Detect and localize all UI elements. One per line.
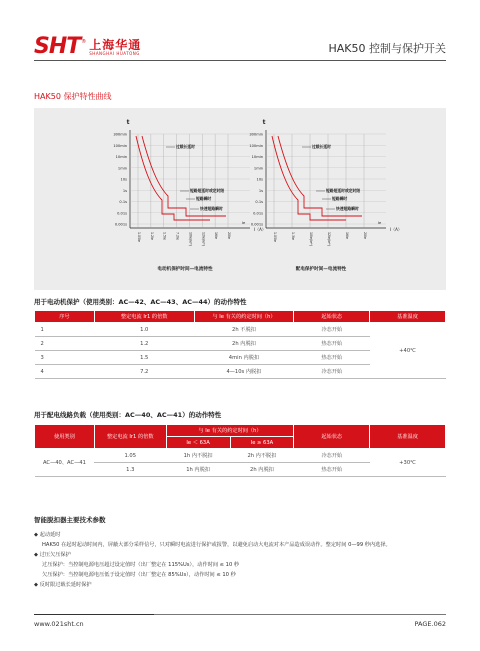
- left-chart-annotation-label: 过载长延时: [176, 144, 195, 149]
- table-cell: 3: [35, 351, 95, 365]
- left-chart-x-tick-label: 1.5Ie: [162, 232, 167, 240]
- right-chart-caption: 配电保护时间—电流特性: [295, 267, 347, 272]
- right-chart-x-axis-label: I（A）: [390, 227, 402, 232]
- table-cell: 2h 内脱扣: [230, 463, 294, 477]
- header-divider: [34, 60, 446, 61]
- left-chart-x-tick-label: 20Ie: [227, 232, 231, 239]
- right-chart-x-tick-label: 20Ie: [363, 232, 367, 239]
- table-cell: 2: [35, 337, 95, 351]
- table1-header-time: 与 Ie 有关的约定时间（h）: [194, 311, 294, 323]
- footer-accent-rule: [34, 614, 154, 615]
- right-chart-y-tick-label: 100min: [249, 143, 263, 148]
- left-chart-y-tick-label: 0.01s: [117, 211, 127, 216]
- table2-header-multiple: 整定电流 Ir1 的倍数: [94, 425, 166, 449]
- right-chart-x-tick-label: 12Ie(Ie*): [327, 232, 331, 246]
- left-chart-x-axis-label: I（A）: [254, 227, 266, 232]
- table2-title: 用于配电线路负载（使用类别：AC—40、AC—41）的动作特性: [34, 411, 222, 419]
- page-header: [0, 0, 480, 62]
- left-chart-annotation-label: 快速短路瞬时: [200, 206, 223, 211]
- right-chart-curve-lower: [272, 136, 346, 220]
- right-chart-annotation-label: 快速短路瞬时: [336, 206, 359, 211]
- table2-header-temp: 基准温度: [370, 425, 446, 449]
- table-cell: 1h 内脱扣: [166, 463, 230, 477]
- left-chart-caption: 电动机保护时间—电流特性: [157, 267, 213, 272]
- left-chart-annotation-label: 短路短延时或定时限: [190, 188, 225, 193]
- right-chart-y-tick-label: 300min: [249, 132, 263, 137]
- right-chart-y-axis-label: t: [262, 119, 266, 126]
- params-item: 欠压保护：当控制电源电压低于设定值时（出厂整定在 85%Us），动作时间 ≤ 10 秒: [42, 572, 236, 578]
- logo-english-name: SHANGHAI HUATONG: [89, 50, 140, 56]
- left-chart-y-tick-label: 100min: [113, 143, 127, 148]
- right-chart-x-unit-label: Ie: [378, 221, 382, 225]
- left-chart-curve-lower: [136, 136, 210, 220]
- table-cell: 2h 不脱扣: [194, 323, 294, 337]
- document-title: HAK50 控制与保护开关: [328, 42, 446, 55]
- left-chart-y-tick-label: 1min: [117, 166, 127, 171]
- params-item: ◆ 过压欠压保护: [34, 552, 71, 558]
- left-chart-x-tick-label: 10Ie(Ie*): [188, 232, 193, 246]
- table-cell: 冷态开始: [294, 365, 370, 379]
- motor-protection-table: [34, 310, 446, 379]
- right-chart-x-tick-label: 1.05Ie: [273, 232, 277, 242]
- left-chart-annotation-label: 短路瞬时: [196, 196, 212, 201]
- table-cell: 4: [35, 365, 95, 379]
- table-cell: 热态开始: [294, 463, 370, 477]
- table-cell: 1: [35, 323, 95, 337]
- table2-header-time: 与 Ie 有关的约定时间（h）: [166, 425, 294, 437]
- registered-mark: ®: [81, 39, 87, 45]
- table1-header-index: 序号: [35, 311, 95, 323]
- params-list: [34, 530, 454, 590]
- table-row: [35, 449, 446, 463]
- table1-temperature: +40℃: [370, 323, 446, 379]
- table-cell: 1.5: [94, 351, 194, 365]
- table-cell: 1h 内不脱扣: [166, 449, 230, 463]
- table-cell: 2h 内脱扣: [194, 337, 294, 351]
- left-chart-x-tick-label: 16Ie: [214, 232, 219, 239]
- right-chart-x-tick-label: 10Ie(Ie*): [309, 232, 313, 246]
- table1-header-state: 起始状态: [294, 311, 370, 323]
- left-chart-y-tick-label: 0.001s: [114, 222, 127, 227]
- left-chart-x-unit-label: Ie: [242, 221, 246, 225]
- right-chart-x-tick-label: 1.3Ie: [291, 232, 295, 240]
- right-chart-annotation-label: 过载长延时: [312, 144, 331, 149]
- left-chart-y-tick-label: 10min: [115, 155, 127, 159]
- footer-page-number: PAGE.062: [414, 620, 446, 628]
- left-chart-y-axis-label: t: [126, 119, 130, 126]
- company-logo: [34, 36, 141, 58]
- table2-subheader-small: Ie ＜ 63A: [166, 437, 230, 449]
- left-chart-y-tick-label: 1s: [122, 188, 127, 193]
- table2-subheader-large: Ie ≥ 63A: [230, 437, 294, 449]
- distribution-protection-table: [34, 424, 446, 477]
- right-chart-y-tick-label: 0.001s: [250, 222, 263, 227]
- table-cell: 热态开始: [294, 337, 370, 351]
- right-chart-y-tick-label: 10s: [256, 177, 263, 182]
- left-chart-y-tick-label: 10s: [120, 177, 127, 182]
- right-chart-annotation-label: 短路瞬时: [332, 196, 348, 201]
- left-chart-y-tick-label: 0.1s: [119, 200, 127, 204]
- right-chart-y-tick-label: 1min: [253, 166, 263, 171]
- table1-header-temp: 基准温度: [370, 311, 446, 323]
- table-cell: 1.2: [94, 337, 194, 351]
- table-row: [35, 323, 446, 337]
- table-cell: 4—10s 内脱扣: [194, 365, 294, 379]
- left-chart-x-tick-label: 7.2Ie: [175, 232, 180, 240]
- table1-header-multiple: 整定电流 Ir1 的倍数: [94, 311, 194, 323]
- table-cell: 7.2: [94, 365, 194, 379]
- table-cell: 1.05: [94, 449, 166, 463]
- right-chart-x-tick-label: 16Ie: [345, 232, 349, 239]
- protection-curves-svg: [34, 108, 446, 290]
- left-chart-x-tick-label: 12Ie(Ie*): [201, 232, 206, 246]
- table-cell: 冷态开始: [294, 449, 370, 463]
- params-item: ◆ 起动延时: [34, 532, 61, 538]
- table2-temperature: +30℃: [370, 449, 446, 477]
- right-chart-y-tick-label: 0.1s: [255, 200, 263, 204]
- right-chart-y-tick-label: 1s: [258, 188, 263, 193]
- footer-website[interactable]: www.021sht.cn: [34, 620, 84, 628]
- params-item: 过压保护：当控制电源电压超过设定值时（出厂整定在 115%Us），动作时间 ≤ 10 秒: [42, 562, 240, 568]
- right-chart-y-tick-label: 10min: [251, 155, 263, 159]
- protection-curves-panel: [34, 108, 446, 290]
- table1-title: 用于电动机保护（使用类别：AC—42、AC—43、AC—44）的动作特性: [34, 298, 247, 306]
- table-cell: 冷态开始: [294, 323, 370, 337]
- table-cell: 4min 内脱扣: [194, 351, 294, 365]
- right-chart-y-tick-label: 0.01s: [253, 211, 263, 216]
- params-title: 智能脱扣器主要技术参数: [34, 516, 106, 524]
- table-cell: 2h 内不脱扣: [230, 449, 294, 463]
- left-chart-x-tick-label: 1.2Ie: [149, 232, 154, 240]
- table2-category: AC—40、AC—41: [35, 449, 95, 477]
- section-title: HAK50 保护特性曲线: [34, 92, 112, 101]
- params-item: HAK50 在起时起动时间内，屏蔽大部分采样信号，只对瞬时电流进行保护或报警，以避免启动大电流对本产品造成误动作。整定时间 0—99 秒内选择。: [42, 542, 391, 548]
- left-chart-y-tick-label: 300min: [113, 132, 127, 137]
- params-item: ◆ 反时限过载长延时保护: [34, 582, 92, 588]
- right-chart-annotation-label: 短路短延时或定时限: [326, 188, 361, 193]
- left-chart-x-tick-label: 1.05Ie: [137, 232, 141, 242]
- logo-chinese-name: 上海华通: [89, 37, 142, 52]
- table2-header-state: 起始状态: [294, 425, 370, 449]
- logo-sht-text: SHT: [34, 34, 81, 59]
- table-cell: 1.0: [94, 323, 194, 337]
- table2-header-category: 使用类别: [35, 425, 95, 449]
- table-cell: 1.3: [94, 463, 166, 477]
- table-cell: 热态开始: [294, 351, 370, 365]
